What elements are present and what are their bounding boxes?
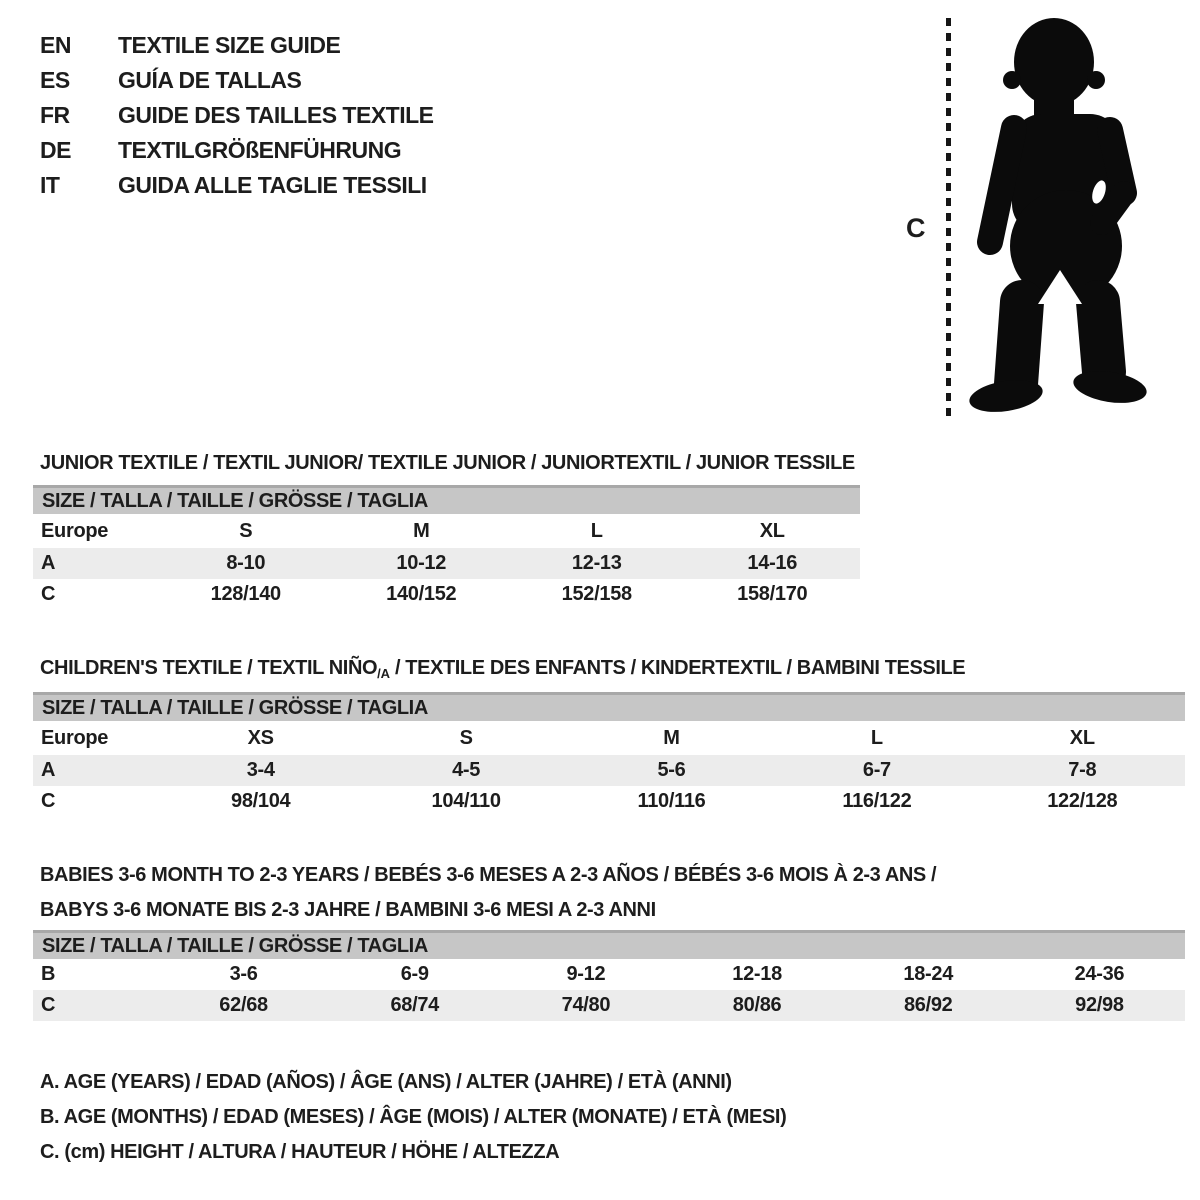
height-cell: 158/170	[737, 583, 808, 605]
height-measure-dashed-line	[946, 18, 951, 417]
babies-months-row	[33, 959, 1185, 990]
guide-title-es: GUÍA DE TALLAS	[118, 67, 302, 93]
height-cell: 140/152	[386, 583, 457, 605]
guide-title-it: GUIDA ALLE TAGLIE TESSILI	[118, 172, 427, 198]
guide-title-fr: GUIDE DES TAILLES TEXTILE	[118, 102, 434, 128]
height-cell: 86/92	[903, 994, 953, 1016]
language-code: ES	[40, 67, 70, 93]
language-title-list	[40, 28, 434, 203]
silhouette-leg-right	[1098, 302, 1104, 372]
language-row-fr	[40, 98, 434, 133]
age-cell: 3-4	[246, 759, 275, 781]
height-measure-label: C	[906, 213, 926, 243]
silhouette-ear-right	[1087, 71, 1105, 89]
size-header-cell: L	[870, 726, 883, 749]
toddler-silhouette-icon	[962, 8, 1157, 420]
guide-title-en: TEXTILE SIZE GUIDE	[118, 32, 341, 58]
height-cell: 122/128	[1047, 790, 1118, 812]
junior-header-row	[33, 514, 860, 548]
region-label: Europe	[41, 726, 109, 749]
legend-line-height-cm: C. (cm) HEIGHT / ALTURA / HAUTEUR / HÖHE / ALTEZZA	[40, 1141, 560, 1163]
children-section-heading	[40, 657, 965, 681]
height-cell: 104/110	[431, 790, 501, 812]
months-cell: 6-9	[400, 963, 429, 985]
children-size-table	[33, 692, 1185, 817]
height-cell: 152/158	[561, 583, 632, 605]
height-cell: 68/74	[390, 994, 440, 1016]
months-cell: 12-18	[732, 963, 782, 985]
size-header-cell: S	[239, 519, 253, 542]
silhouette-ear-left	[1003, 71, 1021, 89]
months-cell: 3-6	[229, 963, 258, 985]
children-heading-post: / TEXTILE DES ENFANTS / KINDERTEXTIL / BAMBINI TESSILE	[389, 656, 966, 679]
row-label: C	[41, 583, 56, 605]
height-cell: 128/140	[210, 583, 281, 605]
junior-size-table	[33, 485, 860, 610]
region-label: Europe	[41, 519, 109, 542]
size-header-cell: S	[459, 726, 473, 749]
age-cell: 12-13	[571, 552, 622, 574]
children-size-bar: SIZE / TALLA / TAILLE / GRÖSSE / TAGLIA	[33, 692, 1185, 721]
junior-section-heading: JUNIOR TEXTILE / TEXTIL JUNIOR/ TEXTILE JUNIOR / JUNIORTEXTIL / JUNIOR TESSILE	[40, 451, 855, 474]
age-cell: 5-6	[657, 759, 686, 781]
height-cell: 80/86	[732, 994, 782, 1016]
age-cell: 4-5	[452, 759, 481, 781]
age-cell: 14-16	[747, 552, 798, 574]
guide-title-de: TEXTILGRÖßENFÜHRUNG	[118, 137, 402, 163]
legend-line-age-months: B. AGE (MONTHS) / EDAD (MESES) / ÂGE (MOIS) / ALTER (MONATE) / ETÀ (MESI)	[40, 1106, 787, 1128]
children-age-row	[33, 755, 1185, 786]
size-header-cell: XS	[247, 726, 274, 749]
size-header-cell: XL	[1069, 726, 1095, 749]
height-cell: 98/104	[231, 790, 291, 812]
language-code: DE	[40, 137, 71, 163]
row-label: C	[41, 994, 56, 1016]
row-label: B	[41, 963, 56, 985]
size-header-cell: M	[663, 726, 680, 749]
months-cell: 9-12	[566, 963, 606, 985]
language-row-de	[40, 133, 434, 168]
row-label: A	[41, 759, 56, 781]
children-heading-sub: /A	[377, 665, 390, 681]
babies-section-heading-line1: BABIES 3-6 MONTH TO 2-3 YEARS / BEBÉS 3-6 MESES A 2-3 AÑOS / BÉBÉS 3-6 MOIS À 2-3 ANS /	[40, 863, 937, 886]
age-cell: 7-8	[1068, 759, 1097, 781]
months-cell: 18-24	[903, 963, 954, 985]
height-cell: 62/68	[219, 994, 268, 1016]
children-header-row	[33, 721, 1185, 755]
language-row-it	[40, 168, 434, 203]
language-code: FR	[40, 102, 70, 128]
age-cell: 6-7	[862, 759, 891, 781]
age-cell: 8-10	[226, 552, 266, 574]
language-row-es	[40, 63, 434, 98]
height-cell: 92/98	[1075, 994, 1124, 1016]
junior-size-bar: SIZE / TALLA / TAILLE / GRÖSSE / TAGLIA	[33, 485, 860, 514]
row-label: A	[41, 552, 56, 574]
size-header-cell: L	[590, 519, 603, 542]
children-height-row	[33, 786, 1185, 817]
silhouette-leg-left	[1016, 302, 1022, 384]
height-cell: 74/80	[561, 994, 611, 1016]
months-cell: 24-36	[1074, 963, 1125, 985]
language-code: IT	[40, 172, 60, 198]
language-code: EN	[40, 32, 71, 58]
row-label: C	[41, 790, 56, 812]
babies-size-bar: SIZE / TALLA / TAILLE / GRÖSSE / TAGLIA	[33, 930, 1185, 959]
babies-height-row	[33, 990, 1185, 1021]
babies-size-table	[33, 930, 1185, 1021]
junior-height-row	[33, 579, 860, 610]
children-heading-pre: CHILDREN'S TEXTILE / TEXTIL NIÑO	[40, 656, 378, 679]
junior-age-row	[33, 548, 860, 579]
size-header-cell: XL	[759, 519, 785, 542]
age-cell: 10-12	[396, 552, 447, 574]
size-header-cell: M	[413, 519, 430, 542]
language-row-en	[40, 28, 434, 63]
legend-line-age-years: A. AGE (YEARS) / EDAD (AÑOS) / ÂGE (ANS) / ALTER (JAHRE) / ETÀ (ANNI)	[40, 1071, 732, 1093]
silhouette-arm-left	[990, 128, 1014, 242]
babies-section-heading-line2: BABYS 3-6 MONATE BIS 2-3 JAHRE / BAMBINI 3-6 MESI A 2-3 ANNI	[40, 898, 656, 921]
height-cell: 116/122	[842, 790, 912, 812]
height-cell: 110/116	[637, 790, 706, 812]
